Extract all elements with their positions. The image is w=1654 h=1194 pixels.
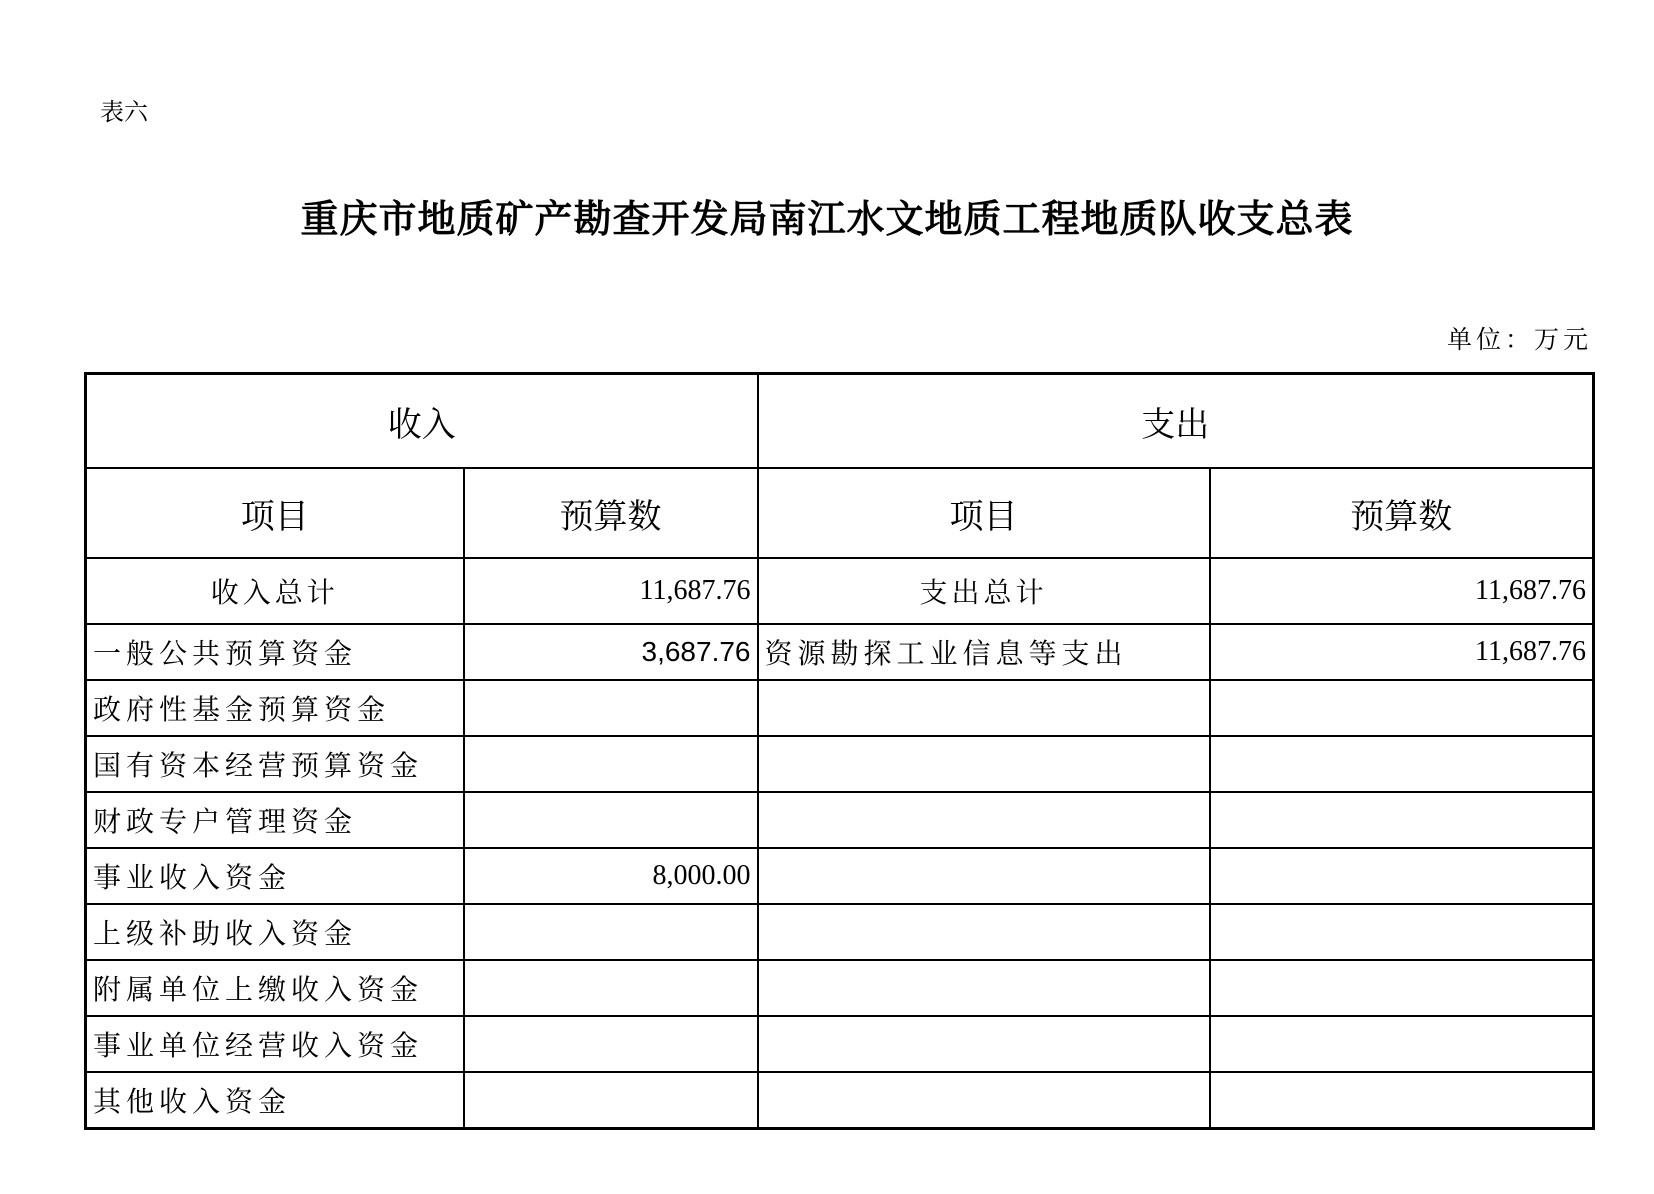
expense-item-cell <box>758 904 1210 960</box>
table-row <box>86 960 1594 1016</box>
expense-value-cell <box>1210 848 1594 904</box>
document-title: 重庆市地质矿产勘查开发局南江水文地质工程地质队收支总表 <box>300 196 1354 241</box>
table-row <box>86 1016 1594 1072</box>
expense-item-cell <box>758 848 1210 904</box>
expense-value-cell <box>1210 792 1594 848</box>
expense-value-cell: 11,687.76 <box>1210 624 1594 680</box>
table-column-header-row <box>86 468 1594 558</box>
expense-value-cell <box>1210 1072 1594 1129</box>
income-value-cell <box>464 960 758 1016</box>
income-value-cell: 8,000.00 <box>464 848 758 904</box>
income-item-cell: 政府性基金预算资金 <box>86 680 464 736</box>
income-item-column-header: 项目 <box>86 468 464 558</box>
income-expense-table <box>84 372 1595 1130</box>
expense-item-cell <box>758 1072 1210 1129</box>
income-item-cell: 上级补助收入资金 <box>86 904 464 960</box>
expense-item-cell <box>758 680 1210 736</box>
income-value-cell <box>464 1072 758 1129</box>
table-row <box>86 792 1594 848</box>
expense-value-cell <box>1210 736 1594 792</box>
expense-item-column-header: 项目 <box>758 468 1210 558</box>
income-value-cell <box>464 736 758 792</box>
expense-item-cell <box>758 1016 1210 1072</box>
income-value-cell <box>464 904 758 960</box>
income-item-cell: 事业单位经营收入资金 <box>86 1016 464 1072</box>
expense-total-value: 11,687.76 <box>1210 558 1594 624</box>
table-row <box>86 680 1594 736</box>
expense-item-cell: 资源勘探工业信息等支出 <box>758 624 1210 680</box>
income-value-cell <box>464 680 758 736</box>
table-row <box>86 624 1594 680</box>
expense-section-header: 支出 <box>758 374 1594 469</box>
income-section-header: 收入 <box>86 374 758 469</box>
total-row <box>86 558 1594 624</box>
expense-value-cell <box>1210 680 1594 736</box>
unit-label: 单位：万元 <box>1446 325 1592 354</box>
expense-budget-column-header: 预算数 <box>1210 468 1594 558</box>
income-value-cell <box>464 1016 758 1072</box>
table-row <box>86 848 1594 904</box>
expense-item-cell <box>758 736 1210 792</box>
income-budget-column-header: 预算数 <box>464 468 758 558</box>
income-item-cell: 国有资本经营预算资金 <box>86 736 464 792</box>
income-item-cell: 附属单位上缴收入资金 <box>86 960 464 1016</box>
income-value-cell <box>464 792 758 848</box>
income-item-cell: 财政专户管理资金 <box>86 792 464 848</box>
expense-value-cell <box>1210 1016 1594 1072</box>
income-value-cell: 3,687.76 <box>464 624 758 680</box>
expense-value-cell <box>1210 960 1594 1016</box>
income-total-label: 收入总计 <box>86 558 464 624</box>
table-row <box>86 736 1594 792</box>
table-row <box>86 904 1594 960</box>
expense-total-label: 支出总计 <box>758 558 1210 624</box>
income-item-cell: 事业收入资金 <box>86 848 464 904</box>
table-section-header-row <box>86 374 1594 469</box>
income-item-cell: 一般公共预算资金 <box>86 624 464 680</box>
expense-item-cell <box>758 792 1210 848</box>
table-row <box>86 1072 1594 1129</box>
expense-item-cell <box>758 960 1210 1016</box>
expense-value-cell <box>1210 904 1594 960</box>
income-item-cell: 其他收入资金 <box>86 1072 464 1129</box>
table-number-label: 表六 <box>100 98 148 126</box>
income-total-value: 11,687.76 <box>464 558 758 624</box>
